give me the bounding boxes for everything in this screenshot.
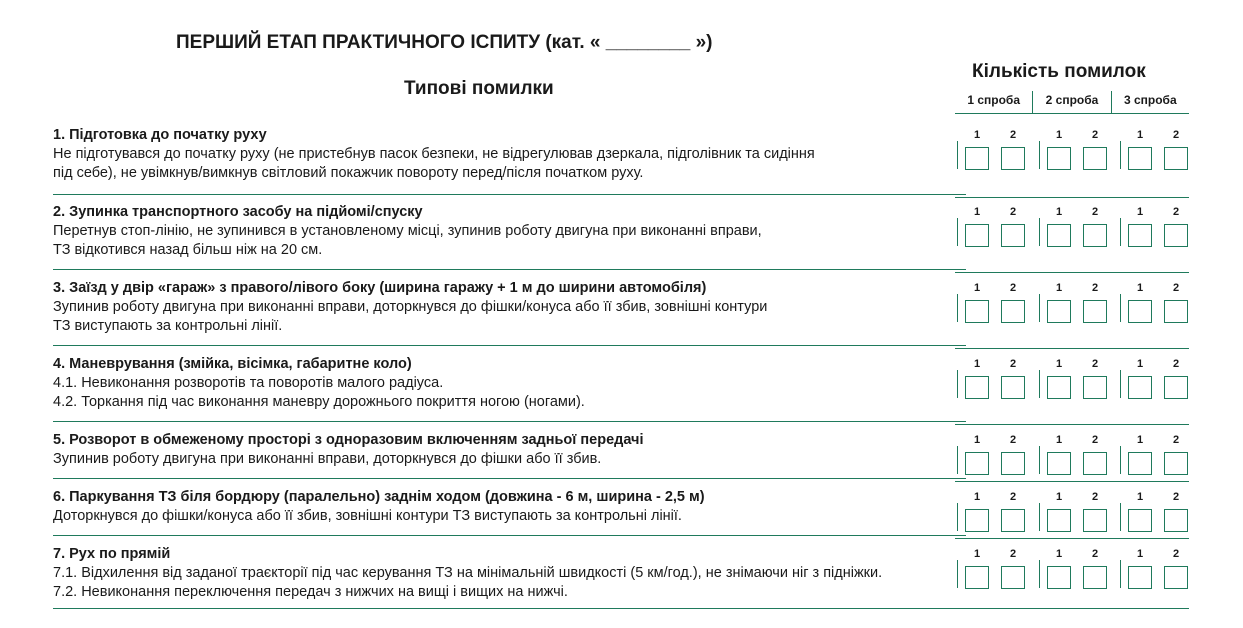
column-separator [1039, 218, 1040, 246]
box-number-label: 1 [1055, 282, 1063, 294]
typical-errors-heading: Типові помилки [404, 78, 554, 99]
error-detail-line: Доторкнувся до фішки/конуса або її збив, зовнішні контури ТЗ виступають за контрольні лінії. [53, 508, 682, 524]
column-separator [1120, 294, 1121, 322]
error-checkbox[interactable] [1083, 147, 1107, 170]
attempt-1-group [955, 129, 1033, 177]
row-divider [53, 345, 966, 346]
attempt-2-group [1037, 548, 1115, 596]
attempt-1-group [955, 206, 1033, 254]
box-number-label: 2 [1091, 282, 1099, 294]
attempt-3-group [1118, 434, 1196, 482]
error-checkbox[interactable] [1164, 452, 1188, 475]
row-divider [53, 421, 966, 422]
attempt-3-group [1118, 358, 1196, 406]
error-description [53, 355, 943, 412]
error-checkbox[interactable] [1047, 376, 1071, 399]
error-checkbox[interactable] [1128, 509, 1152, 532]
error-checkbox[interactable] [1083, 376, 1107, 399]
box-number-label: 2 [1091, 358, 1099, 370]
error-detail-line: 7.2. Невиконання переключення передач з нижчих на вищі і вищих на нижчі. [53, 584, 568, 600]
error-checkbox[interactable] [1083, 566, 1107, 589]
error-detail-line: ТЗ відкотився назад більш ніж на 20 см. [53, 242, 323, 258]
error-detail-line: Перетнув стоп-лінію, не зупинився в установленому місці, зупинив роботу двигуна при виконанні вправи, [53, 223, 762, 239]
box-number-label: 1 [1136, 206, 1144, 218]
error-title: 6. Паркування ТЗ біля бордюру (паралельно) заднім ходом (довжина - 6 м, ширина - 2,5 м) [53, 489, 705, 505]
box-number-label: 2 [1009, 548, 1017, 560]
page-title: ПЕРШИЙ ЕТАП ПРАКТИЧНОГО ІСПИТУ (кат. « ________ ») [176, 32, 713, 53]
box-number-label: 1 [1055, 548, 1063, 560]
column-separator [957, 446, 958, 474]
error-checkbox[interactable] [1128, 300, 1152, 323]
attempt-1-group [955, 434, 1033, 482]
box-number-label: 2 [1009, 282, 1017, 294]
column-separator [957, 560, 958, 588]
column-separator [1039, 446, 1040, 474]
box-number-label: 2 [1172, 548, 1180, 560]
error-description [53, 126, 943, 183]
error-checkbox[interactable] [1164, 147, 1188, 170]
error-checkbox[interactable] [1128, 566, 1152, 589]
box-number-label: 2 [1009, 491, 1017, 503]
count-divider [955, 538, 1189, 539]
attempt-2-group [1037, 491, 1115, 539]
error-checkbox[interactable] [1128, 452, 1152, 475]
row-divider [53, 269, 966, 270]
error-checkbox[interactable] [1047, 147, 1071, 170]
error-description [53, 545, 943, 602]
error-count-boxes [955, 434, 1189, 482]
box-number-label: 1 [973, 548, 981, 560]
error-checkbox[interactable] [1128, 147, 1152, 170]
row-divider [53, 535, 966, 536]
box-number-label: 2 [1009, 206, 1017, 218]
error-checkbox[interactable] [1047, 509, 1071, 532]
error-checkbox[interactable] [1164, 300, 1188, 323]
error-checkbox[interactable] [1083, 224, 1107, 247]
box-number-label: 1 [1136, 434, 1144, 446]
error-detail-line: 4.1. Невиконання розворотів та поворотів малого радіуса. [53, 375, 444, 391]
error-detail-line: Не підготувався до початку руху (не пристебнув пасок безпеки, не відрегулював дзеркала, підголівник та сидіння [53, 146, 815, 162]
count-divider [955, 608, 1189, 609]
box-number-label: 2 [1091, 434, 1099, 446]
attempt-3-group [1118, 129, 1196, 177]
column-separator [1039, 294, 1040, 322]
column-separator [957, 294, 958, 322]
error-checkbox[interactable] [965, 566, 989, 589]
error-checkbox[interactable] [965, 147, 989, 170]
attempt-2-group [1037, 434, 1115, 482]
error-description [53, 488, 943, 526]
attempt-header [955, 91, 1189, 114]
error-count-boxes [955, 206, 1189, 254]
error-detail-line: ТЗ виступають за контрольні лінії. [53, 318, 283, 334]
error-checkbox[interactable] [1001, 566, 1025, 589]
attempt-2-group [1037, 129, 1115, 177]
column-separator [1039, 560, 1040, 588]
error-checkbox[interactable] [965, 376, 989, 399]
error-checkbox[interactable] [1083, 300, 1107, 323]
error-checkbox[interactable] [965, 509, 989, 532]
error-checkbox[interactable] [1083, 452, 1107, 475]
column-separator [1120, 503, 1121, 531]
error-count-boxes [955, 358, 1189, 406]
error-title: 1. Підготовка до початку руху [53, 127, 267, 143]
error-checkbox[interactable] [965, 300, 989, 323]
error-title: 5. Розворот в обмеженому просторі з одноразовим включенням задньої передачі [53, 432, 644, 448]
column-separator [1039, 370, 1040, 398]
box-number-label: 1 [1055, 129, 1063, 141]
column-separator [1039, 503, 1040, 531]
column-separator [957, 370, 958, 398]
error-count-boxes [955, 282, 1189, 330]
box-number-label: 2 [1172, 206, 1180, 218]
error-count-boxes [955, 491, 1189, 539]
attempt-1-group [955, 358, 1033, 406]
count-divider [955, 272, 1189, 273]
error-title: 4. Маневрування (змійка, вісімка, габаритне коло) [53, 356, 412, 372]
box-number-label: 2 [1172, 434, 1180, 446]
error-checkbox[interactable] [1001, 147, 1025, 170]
attempt-1-group [955, 282, 1033, 330]
error-checkbox[interactable] [965, 452, 989, 475]
box-number-label: 1 [1136, 358, 1144, 370]
attempt-3-group [1118, 491, 1196, 539]
attempt-1-label: 1 спроба [967, 93, 1020, 107]
box-number-label: 1 [1055, 206, 1063, 218]
error-detail-line: Зупинив роботу двигуна при виконанні вправи, доторкнувся до фішки або її збив. [53, 451, 602, 467]
row-divider [53, 478, 966, 479]
attempt-2-label: 2 спроба [1032, 91, 1110, 113]
box-number-label: 2 [1091, 491, 1099, 503]
error-checkbox[interactable] [1164, 224, 1188, 247]
error-checkbox[interactable] [1083, 509, 1107, 532]
error-title: 3. Заїзд у двір «гараж» з правого/лівого боку (ширина гаражу + 1 м до ширини автомобіля) [53, 280, 707, 296]
box-number-label: 2 [1172, 358, 1180, 370]
column-separator [957, 218, 958, 246]
box-number-label: 1 [973, 129, 981, 141]
box-number-label: 2 [1172, 282, 1180, 294]
box-number-label: 2 [1091, 129, 1099, 141]
attempt-2-group [1037, 282, 1115, 330]
box-number-label: 1 [973, 282, 981, 294]
box-number-label: 1 [1136, 129, 1144, 141]
error-checkbox[interactable] [1001, 300, 1025, 323]
error-checkbox[interactable] [1047, 224, 1071, 247]
error-checkbox[interactable] [1164, 509, 1188, 532]
attempt-3-group [1118, 548, 1196, 596]
box-number-label: 2 [1009, 434, 1017, 446]
error-checkbox[interactable] [1047, 566, 1071, 589]
error-checkbox[interactable] [1001, 224, 1025, 247]
column-separator [957, 503, 958, 531]
error-description [53, 203, 943, 260]
error-description [53, 279, 943, 336]
attempt-3-group [1118, 282, 1196, 330]
column-separator [1120, 370, 1121, 398]
column-separator [1039, 141, 1040, 169]
error-checkbox[interactable] [1128, 376, 1152, 399]
attempt-3-group [1118, 206, 1196, 254]
box-number-label: 2 [1172, 491, 1180, 503]
error-checkbox[interactable] [1001, 452, 1025, 475]
error-detail-line: 4.2. Торкання під час виконання маневру дорожнього покриття ногою (ногами). [53, 394, 585, 410]
error-title: 2. Зупинка транспортного засобу на підйомі/спуску [53, 204, 423, 220]
count-divider [955, 348, 1189, 349]
row-divider [53, 608, 966, 609]
column-separator [1120, 446, 1121, 474]
attempt-3-label: 3 спроба [1111, 91, 1189, 113]
error-detail-line: Зупинив роботу двигуна при виконанні вправи, доторкнувся до фішки/конуса або її збив, зовнішні контури [53, 299, 768, 315]
error-title: 7. Рух по прямій [53, 546, 171, 562]
box-number-label: 1 [1055, 434, 1063, 446]
attempt-1-group [955, 548, 1033, 596]
error-detail-line: 7.1. Відхилення від заданої траєкторії під час керування ТЗ на мінімальній швидкості (5 км/год.), не знімаючи ніг з підніжки. [53, 565, 883, 581]
count-divider [955, 481, 1189, 482]
box-number-label: 2 [1009, 358, 1017, 370]
error-checkbox[interactable] [1047, 300, 1071, 323]
error-detail-line: під себе), не увімкнув/вимкнув світловий покажчик повороту перед/після початком руху. [53, 165, 644, 181]
error-checkbox[interactable] [1001, 376, 1025, 399]
column-separator [957, 141, 958, 169]
error-count-boxes [955, 548, 1189, 596]
box-number-label: 1 [973, 358, 981, 370]
error-description [53, 431, 943, 469]
count-divider [955, 424, 1189, 425]
box-number-label: 1 [1136, 548, 1144, 560]
attempt-2-group [1037, 206, 1115, 254]
attempt-1-group [955, 491, 1033, 539]
box-number-label: 2 [1009, 129, 1017, 141]
error-count-heading: Кількість помилок [972, 61, 1146, 82]
column-separator [1120, 218, 1121, 246]
box-number-label: 1 [1055, 358, 1063, 370]
attempt-2-group [1037, 358, 1115, 406]
box-number-label: 1 [973, 491, 981, 503]
box-number-label: 1 [1055, 491, 1063, 503]
column-separator [1120, 560, 1121, 588]
box-number-label: 2 [1091, 206, 1099, 218]
error-checkbox[interactable] [1164, 566, 1188, 589]
error-checkbox[interactable] [1164, 376, 1188, 399]
row-divider [53, 194, 966, 195]
box-number-label: 2 [1091, 548, 1099, 560]
error-checkbox[interactable] [1001, 509, 1025, 532]
error-checkbox[interactable] [1047, 452, 1071, 475]
box-number-label: 1 [1136, 491, 1144, 503]
box-number-label: 1 [1136, 282, 1144, 294]
error-checkbox[interactable] [965, 224, 989, 247]
count-divider [955, 197, 1189, 198]
error-checkbox[interactable] [1128, 224, 1152, 247]
box-number-label: 2 [1172, 129, 1180, 141]
box-number-label: 1 [973, 434, 981, 446]
box-number-label: 1 [973, 206, 981, 218]
error-count-boxes [955, 129, 1189, 177]
column-separator [1120, 141, 1121, 169]
